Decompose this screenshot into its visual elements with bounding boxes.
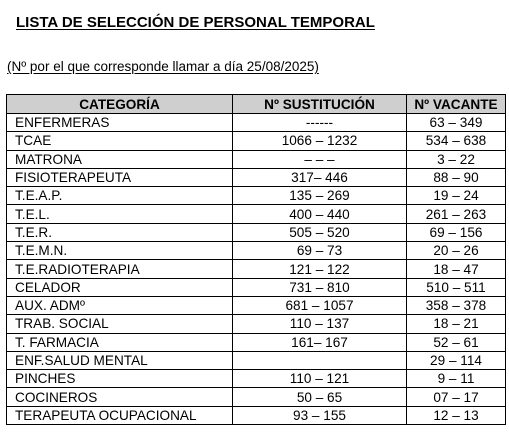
table-row: [7, 187, 506, 205]
document-title: LISTA DE SELECCIÓN DE PERSONAL TEMPORAL: [16, 14, 375, 31]
vacante-cell: 9 – 11: [407, 370, 506, 388]
sustitucion-cell: 121 – 122: [233, 260, 407, 278]
table-row: [7, 370, 506, 388]
categoria-cell: TERAPEUTA OCUPACIONAL: [7, 406, 233, 424]
vacante-cell: 534 – 638: [407, 132, 506, 150]
vacante-cell: 261 – 263: [407, 205, 506, 223]
sustitucion-cell: 69 – 73: [233, 242, 407, 260]
sustitucion-cell: 161– 167: [233, 333, 407, 351]
sustitucion-cell: 505 – 520: [233, 223, 407, 241]
vacante-cell: 18 – 21: [407, 315, 506, 333]
categoria-cell: T.E.M.N.: [7, 242, 233, 260]
table-row: [7, 223, 506, 241]
vacante-cell: 20 – 26: [407, 242, 506, 260]
sustitucion-cell: 110 – 137: [233, 315, 407, 333]
table-row: [7, 296, 506, 314]
table-row: [7, 278, 506, 296]
table-row: [7, 315, 506, 333]
vacante-cell: 52 – 61: [407, 333, 506, 351]
sustitucion-cell: 681 – 1057: [233, 296, 407, 314]
table-row: [7, 132, 506, 150]
vacante-cell: 510 – 511: [407, 278, 506, 296]
categoria-cell: PINCHES: [7, 370, 233, 388]
table-row: [7, 260, 506, 278]
header-categoria: CATEGORÍA: [7, 95, 233, 114]
table-row: [7, 406, 506, 424]
header-sustitucion: Nº SUSTITUCIÓN: [233, 95, 407, 114]
categoria-cell: T.E.A.P.: [7, 187, 233, 205]
sustitucion-cell: 731 – 810: [233, 278, 407, 296]
table-row: [7, 168, 506, 186]
vacante-cell: 18 – 47: [407, 260, 506, 278]
vacante-cell: 88 – 90: [407, 168, 506, 186]
sustitucion-cell: ------: [233, 114, 407, 132]
vacante-cell: 3 – 22: [407, 150, 506, 168]
vacante-cell: 63 – 349: [407, 114, 506, 132]
document-subtitle: (Nº por el que corresponde llamar a día 25/08/2025): [7, 59, 319, 74]
categoria-cell: FISIOTERAPEUTA: [7, 168, 233, 186]
table-header: [7, 95, 506, 114]
table-row: [7, 150, 506, 168]
sustitucion-cell: – – –: [233, 150, 407, 168]
categoria-cell: TCAE: [7, 132, 233, 150]
sustitucion-cell: 93 – 155: [233, 406, 407, 424]
sustitucion-cell: 1066 – 1232: [233, 132, 407, 150]
sustitucion-cell: 400 – 440: [233, 205, 407, 223]
categoria-cell: ENF.SALUD MENTAL: [7, 351, 233, 369]
header-vacante: Nº VACANTE: [407, 95, 506, 114]
table-row: [7, 114, 506, 132]
vacante-cell: 07 – 17: [407, 388, 506, 406]
selection-list-table: [6, 94, 506, 425]
vacante-cell: 19 – 24: [407, 187, 506, 205]
table-row: [7, 351, 506, 369]
table-row: [7, 333, 506, 351]
table-row: [7, 242, 506, 260]
sustitucion-cell: 50 – 65: [233, 388, 407, 406]
categoria-cell: T.E.RADIOTERAPIA: [7, 260, 233, 278]
categoria-cell: T.E.L.: [7, 205, 233, 223]
categoria-cell: CELADOR: [7, 278, 233, 296]
vacante-cell: 29 – 114: [407, 351, 506, 369]
categoria-cell: ENFERMERAS: [7, 114, 233, 132]
sustitucion-cell: 135 – 269: [233, 187, 407, 205]
sustitucion-cell: [233, 351, 407, 369]
categoria-cell: T. FARMACIA: [7, 333, 233, 351]
table-body: [7, 114, 506, 425]
categoria-cell: TRAB. SOCIAL: [7, 315, 233, 333]
vacante-cell: 69 – 156: [407, 223, 506, 241]
categoria-cell: COCINEROS: [7, 388, 233, 406]
table-row: [7, 388, 506, 406]
sustitucion-cell: 317– 446: [233, 168, 407, 186]
table-row: [7, 205, 506, 223]
sustitucion-cell: 110 – 121: [233, 370, 407, 388]
header-row: [7, 95, 506, 114]
categoria-cell: AUX. ADMº: [7, 296, 233, 314]
categoria-cell: T.E.R.: [7, 223, 233, 241]
vacante-cell: 358 – 378: [407, 296, 506, 314]
vacante-cell: 12 – 13: [407, 406, 506, 424]
categoria-cell: MATRONA: [7, 150, 233, 168]
